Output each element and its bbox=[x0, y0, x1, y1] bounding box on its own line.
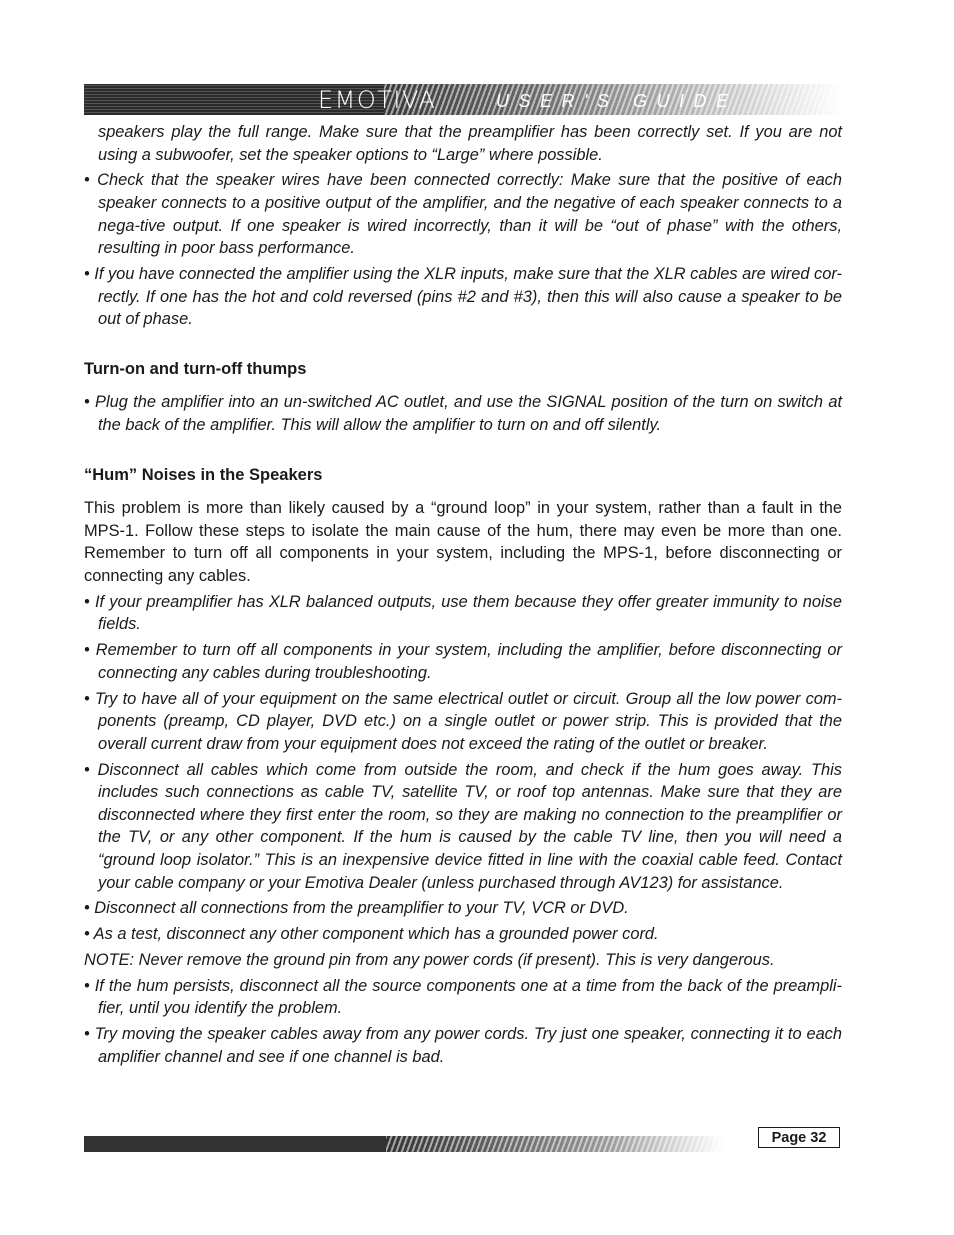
hum-bullet-turn-off: • Remember to turn off all components in your system, including the amplifier, before disconnecting or connecting any cables during troubleshooting. bbox=[84, 641, 842, 682]
emotiva-logo bbox=[316, 86, 468, 113]
intro-bullet-wires: • Check that the speaker wires have been connected correctly: Make sure that the positive of each speaker connects to a positive output of the amplifier, and the negative of each speaker connects to a nega-tive output. If one speaker is wired incorrectly, than it will be “out of phase” with the others, resulting in poor bass performance. bbox=[84, 171, 842, 258]
hum-bullet-grounded-cord: • As a test, disconnect any other component which has a grounded power cord. bbox=[84, 925, 659, 944]
hum-bullet-xlr: • If your preamplifier has XLR balanced outputs, use them because they offer greater immunity to noise fields. bbox=[84, 592, 842, 634]
hum-bullet-same-outlet: • Try to have all of your equipment on the same electrical outlet or circuit. Group all the low power com-ponents (preamp, CD player, DVD etc.) on a single outlet or power strip. This is provided that the overall current draw from your equipment does not exceed the rating of the outlet or breaker. bbox=[84, 689, 842, 753]
hum-paragraph: This problem is more than likely caused by a “ground loop” in your system, rather than a fault in the MPS-1. Follow these steps to isolate the main cause of the hum, there may even be more than one. Remember to turn off all components in your system, including the MPS-1, before disconnecting or connecting any cables. bbox=[84, 499, 842, 586]
emotiva-logo-mark bbox=[316, 86, 468, 113]
hum-bullet-disconnect-preamp: • Disconnect all connections from the preamplifier to your TV, VCR or DVD. bbox=[84, 899, 629, 918]
hum-note: NOTE: Never remove the ground pin from any power cords (if present). This is very dangerous. bbox=[84, 950, 775, 969]
intro-continuation: speakers play the full range. Make sure that the preamplifier has been correctly set. If you are not using a subwoofer, set the speaker options to “Large” where possible. bbox=[98, 123, 842, 164]
hum-bullet-speaker-cables: • Try moving the speaker cables away from any power cords. Try just one speaker, connecting it to each amplifier channel and see if one channel is bad. bbox=[84, 1025, 842, 1066]
heading-hum: “Hum” Noises in the Speakers bbox=[84, 466, 323, 485]
hum-bullet-persists: • If the hum persists, disconnect all the source components one at a time from the back of the preampli-fier, until you identify the problem. bbox=[84, 976, 842, 1018]
footer-bar bbox=[84, 1136, 724, 1152]
users-guide-label: USER'S GUIDE bbox=[496, 91, 738, 111]
footer-bar-solid bbox=[84, 1136, 386, 1152]
thumps-bullet: • Plug the amplifier into an un-switched AC outlet, and use the SIGNAL position of the turn on switch at the back of the amplifier. This will allow the amplifier to turn on and off silently. bbox=[84, 392, 842, 434]
page-number: Page 32 bbox=[758, 1127, 840, 1148]
page-content bbox=[84, 121, 842, 1071]
logo-text: EMOTIVA bbox=[318, 86, 437, 113]
hum-bullet-outside-cables: • Disconnect all cables which come from outside the room, and check if the hum goes away. This includes such connections as cable TV, satellite TV, or roof top antennas. Make sure that they are disconnected where they first enter the room, so they are making no connection to the preamplifier or the TV, or any other component. If the hum is caused by the cable TV line, then you will need a “ground loop isolator.” This is an inexpensive device fitted in line with the coaxial cable feed. Contact your cable company or your Emotiva Dealer (unless purchased through AV123) for assistance. bbox=[84, 760, 842, 892]
heading-thumps: Turn-on and turn-off thumps bbox=[84, 359, 307, 378]
intro-bullet-xlr: • If you have connected the amplifier using the XLR inputs, make sure that the XLR cables are wired cor-rectly. If one has the hot and cold reversed (pins #2 and #3), then this will also cause a speaker to be out of phase. bbox=[84, 264, 842, 329]
header-bar bbox=[84, 84, 842, 115]
